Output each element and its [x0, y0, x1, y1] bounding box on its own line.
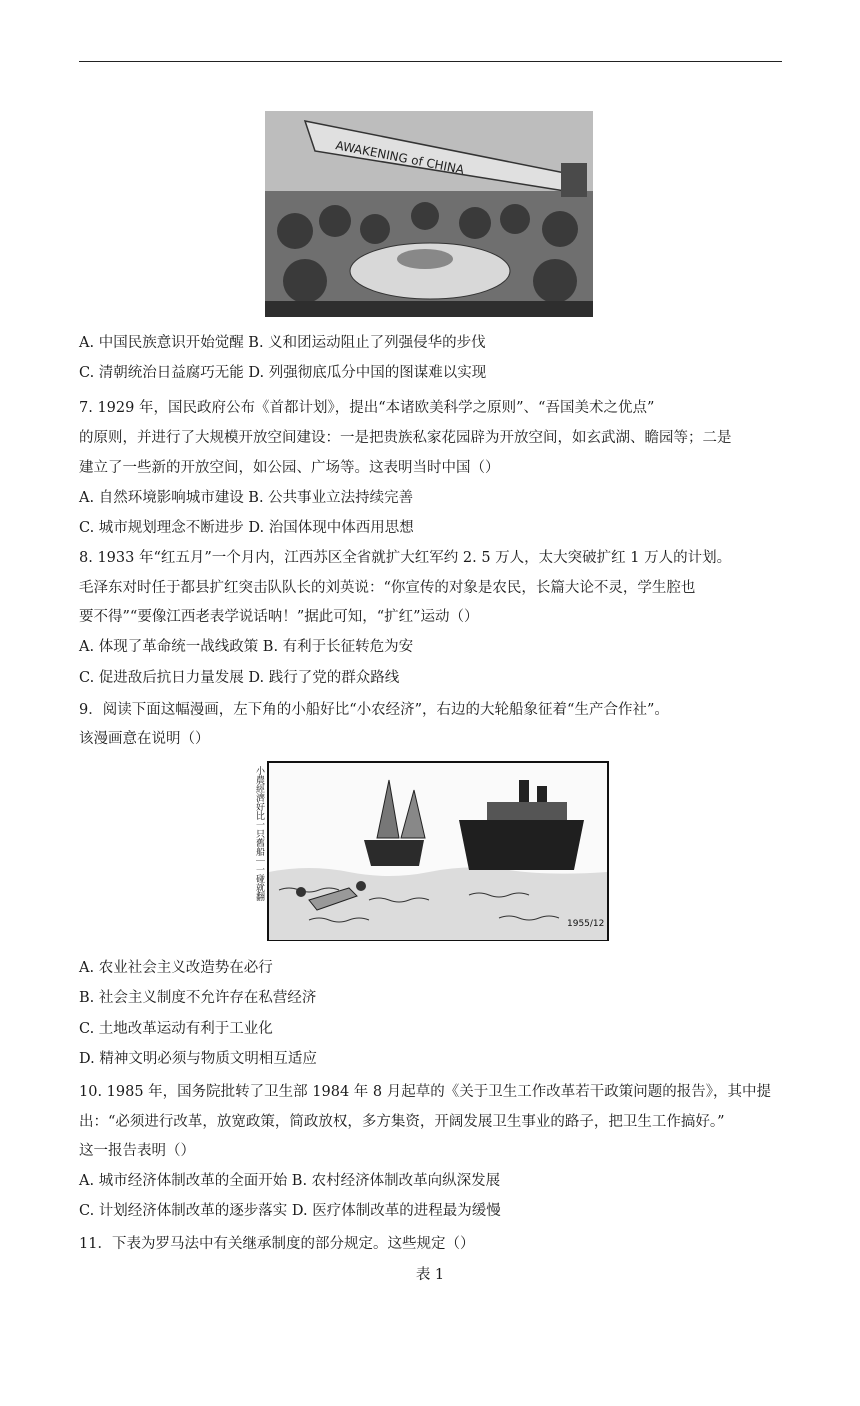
q8-option-ab: A. 体现了革命统一战线政策 B. 有利于长征转危为安 [79, 639, 414, 655]
q9-option-c: C. 土地改革运动有利于工业化 [79, 1021, 273, 1037]
q10-stem-1: 10. 1985 年，国务院批转了卫生部 1984 年 8 月起草的《关于卫生工作改革若干政策问题的报告》，其中提 [79, 1084, 771, 1100]
q7-stem-2: 的原则，并进行了大规模开放空间建设：一是把贵族私家花园辟为开放空间，如玄武湖、瞻园等；二是 [79, 430, 732, 446]
q6-option-ab: A. 中国民族意识开始觉醒 B. 义和团运动阻止了列强侵华的步伐 [79, 335, 486, 351]
q7-stem-3: 建立了一些新的开放空间，如公园、广场等。这表明当时中国（） [79, 460, 500, 476]
cartoon-awakening-of-china [265, 111, 593, 317]
q6-option-cd: C. 清朝统治日益腐巧无能 D. 列强彻底瓜分中国的图谋难以实现 [79, 365, 487, 381]
q9-stem-2: 该漫画意在说明（） [79, 731, 210, 747]
q7-stem-1: 7. 1929 年，国民政府公布《首都计划》，提出“本诸欧美科学之原则”、“吾国美术之优点” [79, 400, 655, 416]
q7-option-ab: A. 自然环境影响城市建设 B. 公共事业立法持续完善 [79, 490, 414, 506]
cartoon-small-boat-vs-steamship [249, 760, 610, 942]
q9-option-b: B. 社会主义制度不允许存在私营经济 [79, 990, 317, 1006]
header-rule [79, 61, 782, 62]
q9-option-d: D. 精神文明必须与物质文明相互适应 [79, 1051, 317, 1067]
cartoon2-side-text: 小農經濟好比一只舊船｜一碰就翻 [254, 766, 264, 901]
q10-option-ab: A. 城市经济体制改革的全面开始 B. 农村经济体制改革向纵深发展 [79, 1173, 501, 1189]
table-caption: 表 1 [415, 1267, 445, 1283]
q8-stem-1: 8. 1933 年“红五月”一个月内，江西苏区全省就扩大红军约 2. 5 万人，太大突破扩红 1 万人的计划。 [79, 550, 732, 566]
q11-stem: 11．下表为罗马法中有关继承制度的部分规定。这些规定（） [79, 1236, 475, 1252]
cartoon2-date: 1955/12 [567, 919, 605, 929]
q8-stem-2: 毛泽东对时任于都县扩红突击队队长的刘英说：“你宣传的对象是农民，长篇大论不灵，学生腔也 [79, 580, 696, 596]
q8-option-cd: C. 促进敌后抗日力量发展 D. 践行了党的群众路线 [79, 670, 400, 686]
q9-stem-1: 9．阅读下面这幅漫画，左下角的小船好比“小农经济”，右边的大轮船象征着“生产合作社”。 [79, 702, 669, 718]
cartoon1-sword-text: AWAKENING of CHINA [334, 138, 466, 177]
q9-option-a: A. 农业社会主义改造势在必行 [79, 960, 273, 976]
q8-stem-3: 要不得”“要像江西老表学说话呐！”据此可知，“扩红”运动（） [79, 609, 479, 625]
q10-option-cd: C. 计划经济体制改革的逐步落实 D. 医疗体制改革的进程最为缓慢 [79, 1203, 501, 1219]
q10-stem-3: 这一报告表明（） [79, 1143, 195, 1159]
q10-stem-2: 出：“必须进行改革，放宽政策，简政放权，多方集资，开阔发展卫生事业的路子，把卫生工作搞好。” [79, 1114, 725, 1130]
q7-option-cd: C. 城市规划理念不断进步 D. 治国体现中体西用思想 [79, 520, 414, 536]
